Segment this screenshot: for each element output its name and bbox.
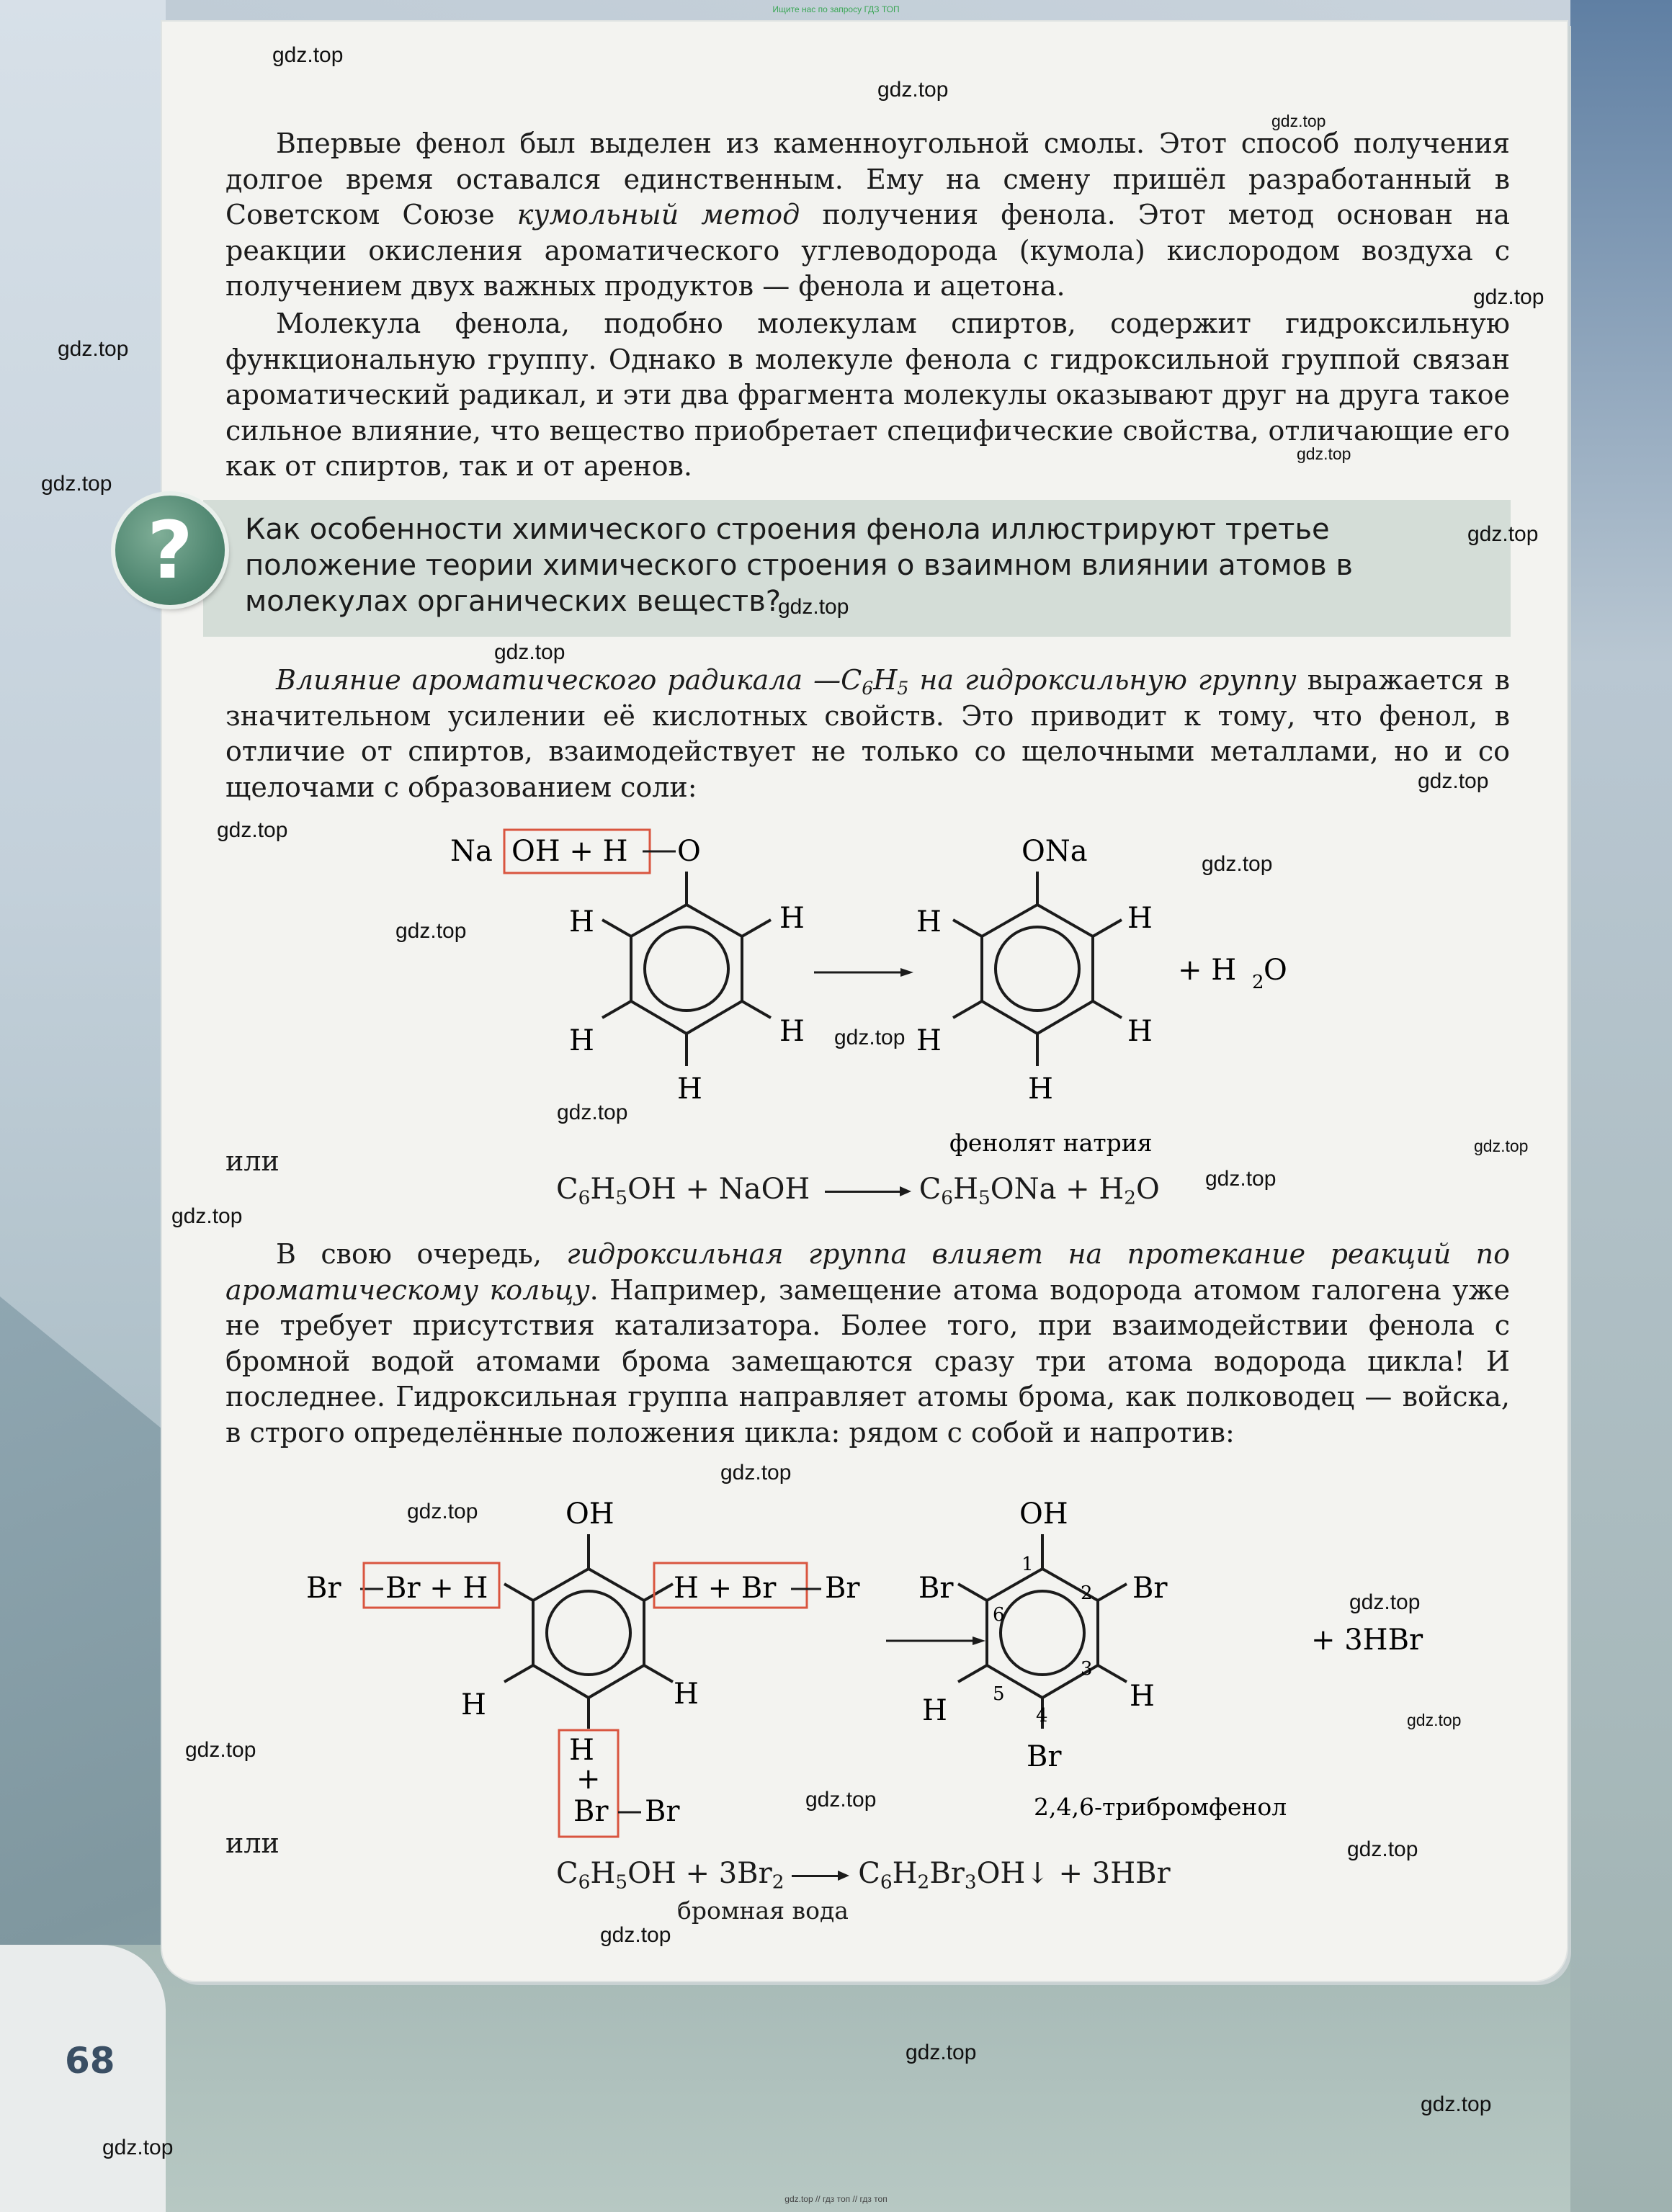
h-label: H	[677, 1073, 702, 1106]
h2o-o: O	[1264, 954, 1287, 987]
question-text: Как особенности химического строения фенола иллюстрируют третье положение теории химического строения о взаимном влиянии атомов в молекулах органических веществ?	[245, 513, 1353, 618]
product-label-tribromophenol: 2,4,6-трибромфенол	[1034, 1793, 1287, 1821]
equation-phenol-naoh: $C_6H_5OH$ + NaOH $C_6H_5ONa + H_2O$	[556, 1173, 1160, 1209]
position-number: 2	[1081, 1582, 1093, 1604]
watermark: gdz.top	[834, 1026, 906, 1049]
h2o-subscript: 2	[1252, 972, 1264, 993]
h-label: H	[1028, 1073, 1053, 1106]
oh-label: OH	[565, 1497, 614, 1531]
paragraph-phenol-history: Впервые фенол был выделен из каменноугольной смолы. Этот способ получения долгое время оставался единственным. Ему на смену пришёл разработанный в Советском Союзе кумольный метод получения фенола. Этот метод основан на реакции окисления ароматического углеводорода (кумола) кислородом воздуха с получением двух важных продуктов — фенола и ацетона.	[225, 127, 1511, 302]
box-left-br-h: Br + H	[385, 1572, 488, 1605]
watermark: gdz.top	[1349, 1590, 1421, 1614]
plus-3hbr: + 3HBr	[1311, 1624, 1423, 1657]
plus-label: +	[576, 1763, 601, 1796]
watermark: gdz.top	[600, 1923, 671, 1947]
watermark: gdz.top	[171, 1204, 243, 1228]
na-label: Na	[450, 835, 493, 868]
question-mark-icon: ?	[115, 496, 225, 605]
h-label: H	[922, 1694, 947, 1727]
tribromophenol-ring	[958, 1534, 1127, 1729]
boxed-oh-h: OH + H	[511, 835, 628, 868]
watermark: gdz.top	[1271, 112, 1326, 130]
phenol-ring	[602, 872, 771, 1066]
paragraph-radical-influence: Влияние ароматического радикала $—C_6H_5$ на гидроксильную группу выражается в значительном усилении её кислотных свойств. Это приводит к тому, что фенол, в отличие от спиртов, взаимодействует не только со щелочными металлами, но и со щелочами с образованием соли:	[225, 664, 1510, 803]
page-number: 68	[65, 2040, 115, 2082]
watermark: gdz.top	[1467, 522, 1539, 546]
top-banner[interactable]: Ищите нас по запросу ГДЗ ТОП	[772, 4, 900, 14]
plus-h2o: + H	[1178, 954, 1237, 987]
background-right-edge	[1570, 0, 1672, 2212]
bromine-water-label: бромная вода	[677, 1897, 849, 1925]
br-label: Br	[825, 1572, 860, 1605]
watermark: gdz.top	[906, 2041, 977, 2064]
h-label: H	[569, 1734, 594, 1767]
watermark: gdz.top	[778, 595, 849, 619]
br-label: Br	[918, 1572, 954, 1605]
watermark: gdz.top	[41, 472, 112, 496]
br-label: Br	[1132, 1572, 1168, 1605]
watermark: gdz.top	[1202, 852, 1273, 876]
h-label: H	[569, 905, 594, 939]
paragraph-phenol-molecule: Молекула фенола, подобно молекулам спиртов, содержит гидроксильную функциональную группу. Однако в молекуле фенола с гидроксильной группой связан ароматический радикал, и эти два фрагмента молекулы оказывают друг на друга такое сильное влияние, что вещество приобретает специфические свойства, отличающие его как от спиртов, так и от аренов.	[225, 308, 1510, 482]
h-label: H	[916, 1024, 942, 1057]
br-label: Br	[573, 1795, 609, 1828]
watermark: gdz.top	[1421, 2092, 1492, 2116]
watermark: gdz.top	[407, 1500, 478, 1523]
watermark: gdz.top	[1347, 1837, 1418, 1861]
or-label: или	[225, 1827, 280, 1859]
watermark: gdz.top	[1407, 1711, 1462, 1729]
h-label: H	[1130, 1680, 1155, 1713]
watermark: gdz.top	[1474, 1137, 1529, 1155]
background-bottom	[0, 1945, 1672, 2212]
watermark: gdz.top	[1473, 285, 1544, 309]
watermark: gdz.top	[102, 2136, 174, 2159]
equation-phenol-bromine: $C_6H_5OH + 3Br_2$ $C_6H_2Br_3OH↓ + 3HBr$	[556, 1857, 1171, 1894]
h-label: H	[569, 1024, 594, 1057]
oh-label: OH	[1019, 1497, 1068, 1531]
o-label: O	[677, 835, 701, 868]
watermark: gdz.top	[58, 337, 129, 361]
watermark: gdz.top	[557, 1101, 628, 1124]
watermark: gdz.top	[720, 1461, 792, 1485]
br-label: Br	[1027, 1740, 1062, 1773]
or-label: или	[225, 1145, 280, 1177]
position-number: 6	[993, 1604, 1005, 1626]
h-label: H	[779, 1015, 805, 1048]
watermark: gdz.top	[877, 78, 949, 102]
watermark: gdz.top	[272, 43, 344, 67]
watermark: gdz.top	[185, 1738, 256, 1762]
watermark: gdz.top	[494, 640, 565, 664]
watermark: gdz.top	[1418, 769, 1489, 793]
h-label: H	[461, 1688, 486, 1721]
h-label: H	[916, 905, 942, 939]
ona-label: ONa	[1021, 835, 1088, 868]
h-label: H	[1127, 1015, 1153, 1048]
watermark: gdz.top	[1205, 1167, 1277, 1191]
bottom-banner[interactable]: gdz.top // гдз топ // гдз топ	[784, 2194, 888, 2204]
watermark: gdz.top	[1297, 444, 1351, 463]
watermark: gdz.top	[217, 818, 288, 842]
position-number: 5	[993, 1683, 1005, 1705]
position-number: 4	[1036, 1705, 1048, 1727]
phenolate-ring	[953, 872, 1122, 1066]
br-label: Br	[645, 1795, 680, 1828]
product-label-sodium-phenolate: фенолят натрия	[949, 1129, 1153, 1157]
h-label: H	[674, 1678, 699, 1711]
paragraph-hydroxyl-influence: В свою очередь, гидроксильная группа влияет на протекание реакций по ароматическому кольцу. Например, замещение атома водорода атомом галогена уже не требует присутствия катализатора. Более того, при взаимодействии фенола с бромной водой атомами брома замещаются сразу три атома водорода цикла! И последнее. Гидроксильная группа направляет атомы брома, как полководец — войска, в строго определённые положения цикла: рядом с собой и напротив:	[225, 1238, 1510, 1448]
phenol-ring-bromination	[504, 1534, 673, 1729]
watermark: gdz.top	[395, 919, 467, 943]
h-label: H	[1127, 902, 1153, 935]
watermark: gdz.top	[805, 1788, 877, 1812]
box-right-h-br: H + Br	[674, 1572, 777, 1605]
br-label: Br	[306, 1572, 341, 1605]
position-number: 1	[1021, 1554, 1034, 1575]
h-label: H	[779, 902, 805, 935]
position-number: 3	[1081, 1658, 1093, 1680]
